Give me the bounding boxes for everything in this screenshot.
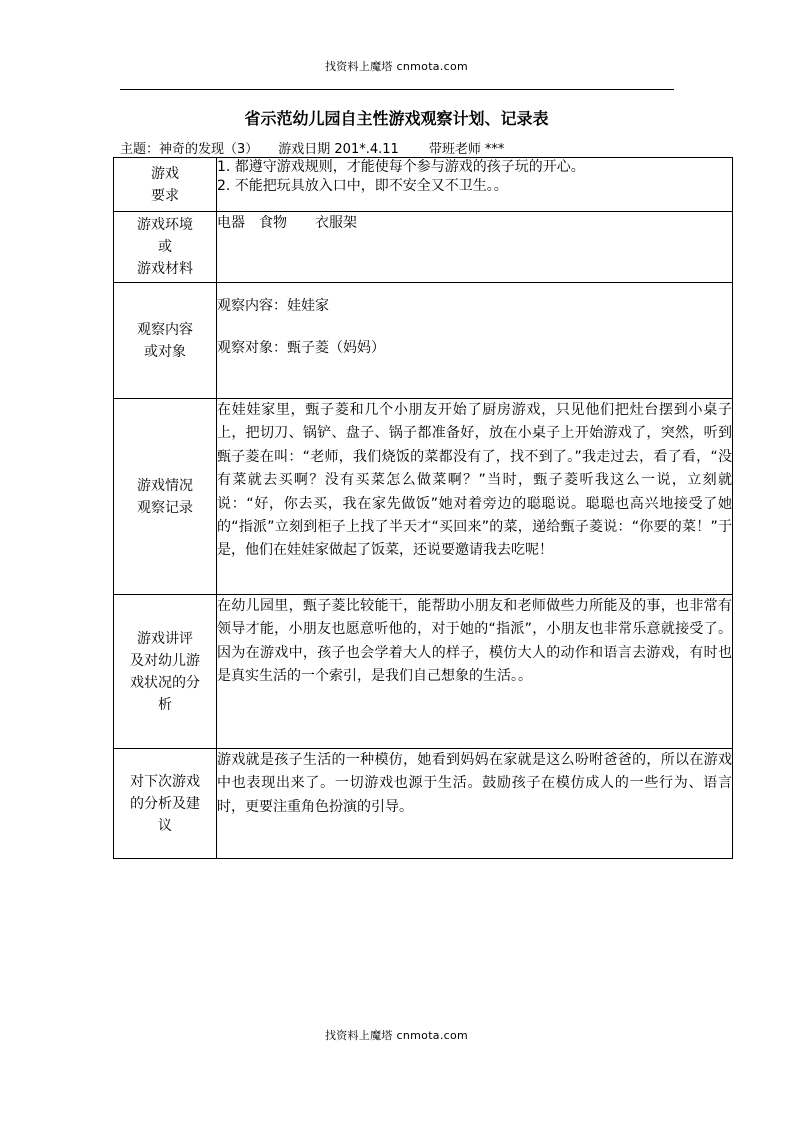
- row-evaluation: [114, 595, 733, 749]
- label-next: 对下次游戏 的分析及建 议: [114, 749, 217, 859]
- game-date: 游戏日期 201*.4.11: [278, 142, 399, 157]
- label-observation: 观察内容 或对象: [114, 283, 217, 399]
- teacher-label: 带班老师: [428, 142, 481, 157]
- meta-line: [120, 138, 680, 158]
- observation-content: 观察内容：娃娃家: [217, 298, 329, 314]
- label-environment: 游戏环境 或 游戏材料: [114, 212, 217, 283]
- page-footer-watermark: 找资料上魔塔 cnmota.com: [324, 1029, 469, 1042]
- document-title: 省示范幼儿园自主性游戏观察计划、记录表: [244, 109, 549, 128]
- content-requirements: [217, 158, 733, 212]
- teacher-value: ***: [481, 143, 585, 158]
- content-evaluation: [217, 595, 733, 749]
- header-rule: [120, 89, 674, 90]
- label-requirements: 游戏 要求: [114, 158, 217, 212]
- row-requirements: [114, 158, 733, 212]
- content-next: [217, 749, 733, 859]
- requirement-item: 2. 不能把玩具放入口中，即不安全又不卫生。。: [217, 178, 508, 194]
- content-observation: [217, 283, 733, 399]
- page-header-watermark: 找资料上魔塔 cnmota.com: [324, 60, 469, 73]
- requirement-item: 1. 都遵守游戏规则，才能使每个参与游戏的孩子玩的开心。: [217, 159, 585, 175]
- label-evaluation: 游戏讲评 及对幼儿游 戏状况的分 析: [114, 595, 217, 749]
- row-next: [114, 749, 733, 859]
- theme-text: 主题：神奇的发现（3）: [120, 142, 259, 157]
- observation-target: 观察对象：甄子菱（妈妈）: [217, 340, 385, 357]
- record-table: [113, 157, 733, 859]
- row-environment: [114, 212, 733, 283]
- evaluation-text: 在幼儿园里，甄子菱比较能干，能帮助小朋友和老师做些力所能及的事，也非常有领导才能，小朋友也愿意听他的，对于她的“指派”，小朋友也非常乐意就接受了。因为在游戏中，孩子也会学着大人的样子，模仿大人的动作和语言去游戏，有时也是真实生活的一个索引，是我们自己想象的生活。。: [217, 598, 732, 685]
- label-record: 游戏情况 观察记录: [114, 399, 217, 595]
- materials-text: 电器 食物 衣服架: [217, 215, 357, 231]
- row-record: [114, 399, 733, 595]
- record-text: 在娃娃家里，甄子菱和几个小朋友开始了厨房游戏，只见他们把灶台摆到小桌子上，把切刀、锅铲、盘子、锅子都准备好，放在小桌子上开始游戏了，突然，听到甄子菱在叫：“老师，我们烧饭的菜都没有了，找不到了。”我走过去，看了看，“没有菜就去买啊？没有买菜怎么做菜啊？”当时，甄子菱听我这么一说，立刻就说：“好，你去买，我在家先做饭”她对着旁边的聪聪说。聪聪也高兴地接受了她的“指派”立刻到柜子上找了半天才“买回来”的菜，递给甄子菱说：“你要的菜！”于是，他们在娃娃家做起了饭菜，还说要邀请我去吃呢！: [217, 402, 732, 559]
- content-record: [217, 399, 733, 595]
- row-observation: [114, 283, 733, 399]
- next-text: 游戏就是孩子生活的一种模仿，她看到妈妈在家就是这么吩咐爸爸的，所以在游戏中也表现出来了。一切游戏也源于生活。鼓励孩子在模仿成人的一些行为、语言时，更要注重角色扮演的引导。: [217, 752, 732, 815]
- content-environment: [217, 212, 733, 283]
